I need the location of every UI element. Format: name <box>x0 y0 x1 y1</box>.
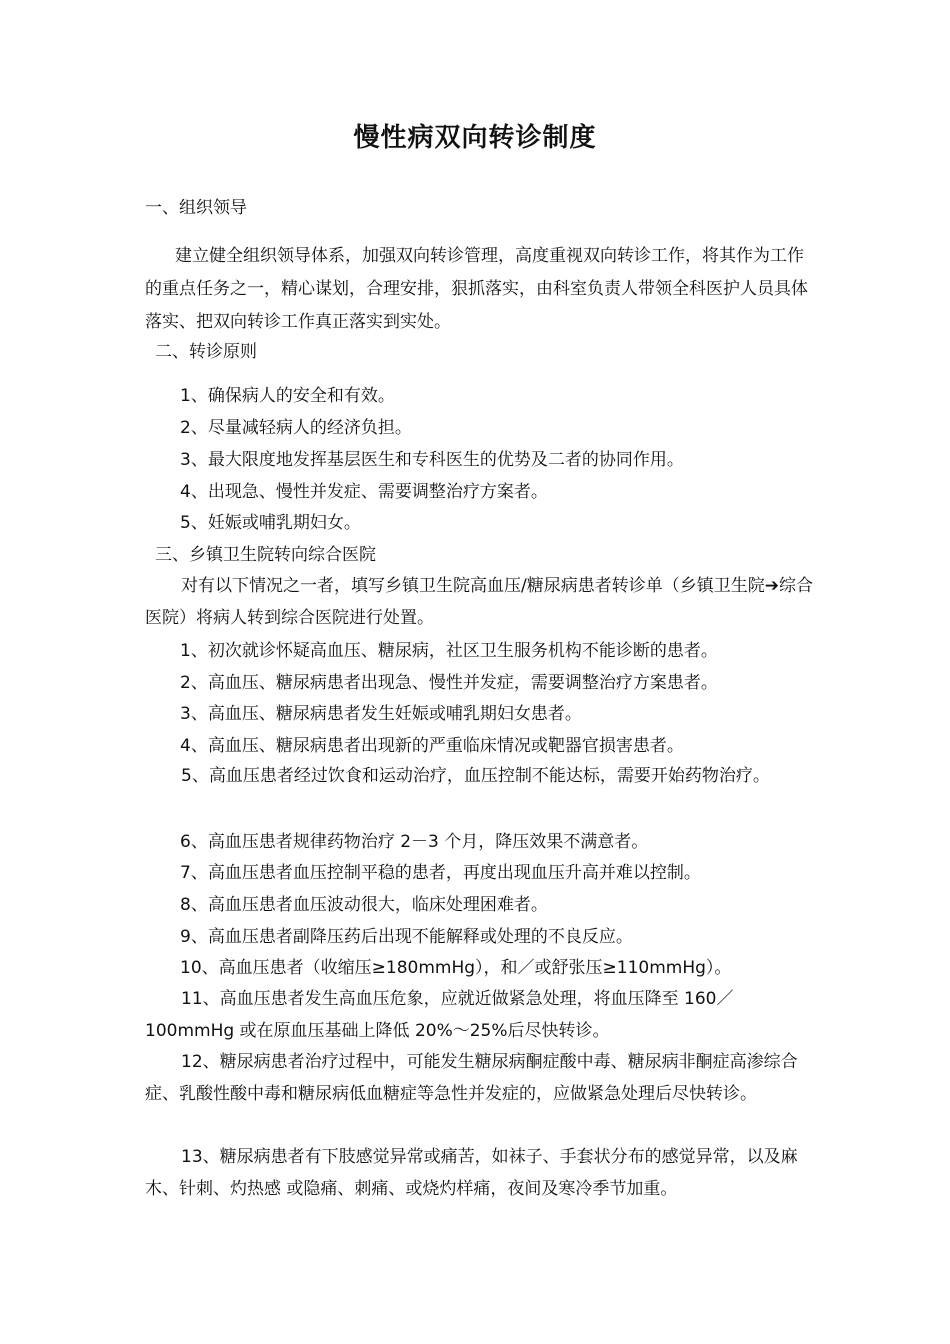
list-item: 9、高血压患者副降压药后出现不能解释或处理的不良反应。 <box>180 927 633 947</box>
list-item: 6、高血压患者规律药物治疗 2－3 个月，降压效果不满意者。 <box>180 832 649 852</box>
document-title: 慢性病双向转诊制度 <box>353 123 597 153</box>
list-item: 12、糖尿病患者治疗过程中，可能发生糖尿病酮症酸中毒、糖尿病非酮症高渗综合症、乳酸性酸中毒和糖尿病低血糖症等急性并发症的，应做紧急处理后尽快转诊。 <box>145 1052 798 1104</box>
section-heading-referral: 三、乡镇卫生院转向综合医院 <box>155 545 376 565</box>
list-item: 13、糖尿病患者有下肢感觉异常或痛苦，如袜子、手套状分布的感觉异常，以及麻木、针刺、灼热感 或隐痛、刺痛、或烧灼样痛，夜间及寒冷季节加重。 <box>145 1147 798 1199</box>
list-item: 1、初次就诊怀疑高血压、糖尿病，社区卫生服务机构不能诊断的患者。 <box>180 641 718 661</box>
list-item: 10、高血压患者（收缩压≥180mmHg），和／或舒张压≥110mmHg）。 <box>180 958 732 978</box>
list-item: 8、高血压患者血压波动很大，临床处理困难者。 <box>180 895 548 915</box>
list-item: 1、确保病人的安全和有效。 <box>180 386 395 406</box>
list-item: 11、高血压患者发生高血压危象，应就近做紧急处理，将血压降至 160／100mmHg 或在原血压基础上降低 20%～25%后尽快转诊。 <box>145 989 734 1041</box>
section-intro-referral: 对有以下情况之一者，填写乡镇卫生院高血压/糖尿病患者转诊单（乡镇卫生院➔综合医院）将病人转到综合医院进行处置。 <box>145 576 813 628</box>
list-item: 4、高血压、糖尿病患者出现新的严重临床情况或靶器官损害患者。 <box>180 736 684 756</box>
section-heading-organization: 一、组织领导 <box>145 198 247 218</box>
list-item: 2、尽量减轻病人的经济负担。 <box>180 418 412 438</box>
section-heading-principles: 二、转诊原则 <box>155 342 257 362</box>
list-item: 3、最大限度地发挥基层医生和专科医生的优势及二者的协同作用。 <box>180 450 684 470</box>
list-item: 5、高血压患者经过饮食和运动治疗，血压控制不能达标，需要开始药物治疗。 <box>181 766 770 786</box>
list-item: 7、高血压患者血压控制平稳的患者，再度出现血压升高并难以控制。 <box>180 863 701 883</box>
list-item: 3、高血压、糖尿病患者发生妊娠或哺乳期妇女患者。 <box>180 704 582 724</box>
section-body-organization: 建立健全组织领导体系，加强双向转诊管理，高度重视双向转诊工作，将其作为工作的重点任务之一，精心谋划，合理安排，狠抓落实，由科室负责人带领全科医护人员具体落实、把双向转诊工作真正落实到实处。 <box>145 246 808 332</box>
list-item: 4、出现急、慢性并发症、需要调整治疗方案者。 <box>180 482 548 502</box>
list-item: 5、妊娠或哺乳期妇女。 <box>180 513 361 533</box>
list-item: 2、高血压、糖尿病患者出现急、慢性并发症，需要调整治疗方案患者。 <box>180 673 718 693</box>
